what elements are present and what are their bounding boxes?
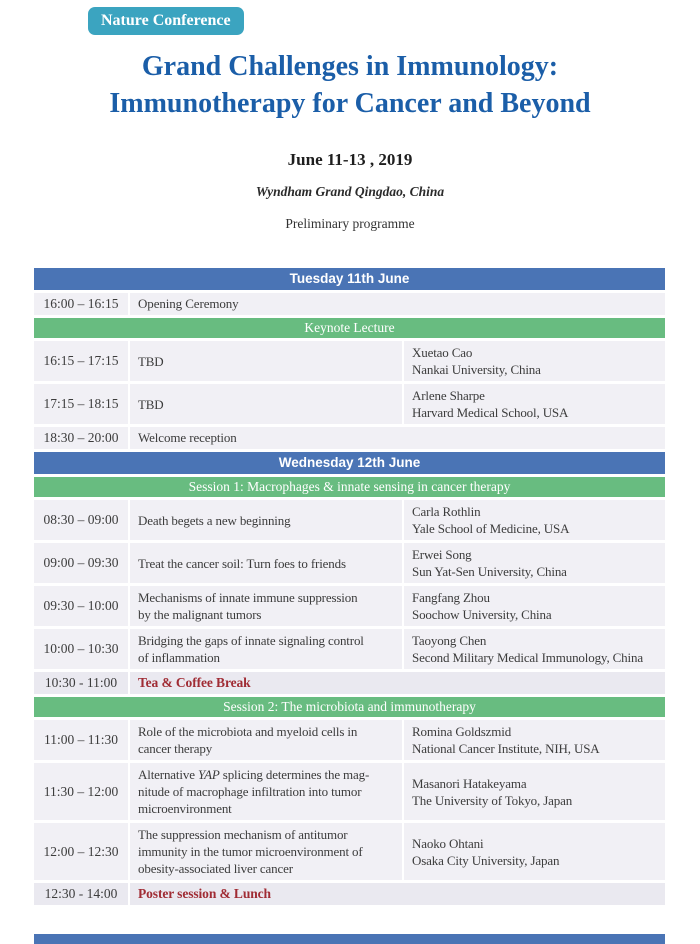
schedule-row-tea-break [34,672,665,694]
schedule-row-keynote-1 [34,341,665,381]
conference-venue: Wyndham Grand Qingdao, China [255,184,445,199]
schedule-row-keynote-2 [34,384,665,424]
speaker-cell [404,720,665,760]
time-cell: 12:00 – 12:30 [34,823,128,880]
speaker-name: Xuetao Cao [412,345,473,360]
schedule-row-rothlin [34,500,665,540]
speaker-cell [404,629,665,669]
day-header-tuesday: Tuesday 11th June [34,268,665,290]
talk-title [130,823,402,880]
speaker-cell [404,384,665,424]
talk-title-line: TBD [138,396,164,412]
talk-title [130,543,402,583]
time-cell: 12:30 - 14:00 [34,883,128,905]
event-title: Welcome reception [130,427,665,449]
time-cell: 11:00 – 11:30 [34,720,128,760]
schedule-row-opening-ceremony [34,293,665,315]
gene-name-italic: YAP [197,767,220,782]
schedule-table [34,268,665,908]
talk-title-line: TBD [138,353,164,369]
talk-title-line: by the malignant tumors [138,607,262,622]
time-cell: 10:30 - 11:00 [34,672,128,694]
conference-title-line1: Grand Challenges in Immunology: [141,51,559,82]
section-header-keynote: Keynote Lecture [34,318,665,338]
time-cell: 17:15 – 18:15 [34,384,128,424]
talk-title-line: Treat the cancer soil: Turn foes to friends [138,555,346,571]
talk-title-line: Bridging the gaps of innate signaling control [138,633,364,648]
talk-title-line: of inflammation [138,650,220,665]
time-cell: 09:00 – 09:30 [34,543,128,583]
talk-title [130,763,402,820]
schedule-row-poster-lunch [34,883,665,905]
time-cell: 16:00 – 16:15 [34,293,128,315]
nature-conference-badge: Nature Conference [88,7,244,35]
talk-title-line: Role of the microbiota and myeloid cells in [138,724,358,739]
schedule-row-welcome-reception [34,427,665,449]
truncated-next-day-header-bar [34,934,665,944]
speaker-affiliation: Harvard Medical School, USA [412,405,569,420]
time-cell: 11:30 – 12:00 [34,763,128,820]
talk-title [130,586,402,626]
speaker-affiliation: Second Military Medical Immunology, China [412,650,643,665]
talk-title-line: nitude of macrophage infiltration into tumor [138,784,362,799]
talk-title-line: microenvironment [138,801,232,816]
conference-dates: June 11-13 , 2019 [287,150,413,169]
speaker-affiliation: Soochow University, China [412,607,552,622]
time-cell: 18:30 – 20:00 [34,427,128,449]
talk-title-line: Death begets a new beginning [138,512,291,528]
talk-title-text: Alternative [138,767,198,782]
speaker-name: Arlene Sharpe [412,388,485,403]
event-title: Opening Ceremony [130,293,665,315]
speaker-name: Taoyong Chen [412,633,487,648]
speaker-affiliation: Nankai University, China [412,362,541,377]
speaker-cell [404,763,665,820]
speaker-affiliation: Sun Yat-Sen University, China [412,564,567,579]
section-header-session-2: Session 2: The microbiota and immunotherapy [34,697,665,717]
speaker-name: Naoko Ohtani [412,835,484,851]
speaker-cell [404,586,665,626]
speaker-name: Fangfang Zhou [412,590,490,605]
time-cell: 08:30 – 09:00 [34,500,128,540]
speaker-affiliation: Osaka City University, Japan [412,852,560,868]
speaker-cell [404,543,665,583]
speaker-affiliation: Yale School of Medicine, USA [412,521,570,536]
speaker-name: Erwei Song [412,547,472,562]
schedule-row-song [34,543,665,583]
talk-title-line [138,766,402,783]
programme-label: Preliminary programme [285,216,415,231]
talk-title [130,500,402,540]
speaker-cell [404,500,665,540]
schedule-row-goldszmid [34,720,665,760]
time-cell: 16:15 – 17:15 [34,341,128,381]
talk-title-line: Mechanisms of innate immune suppression [138,590,358,605]
schedule-row-ohtani [34,823,665,880]
schedule-row-zhou [34,586,665,626]
day-header-wednesday: Wednesday 12th June [34,452,665,474]
time-cell: 10:00 – 10:30 [34,629,128,669]
conference-title-line2: Immunotherapy for Cancer and Beyond [109,88,591,119]
speaker-cell [404,341,665,381]
time-cell: 09:30 – 10:00 [34,586,128,626]
talk-title [130,629,402,669]
speaker-affiliation: National Cancer Institute, NIH, USA [412,741,600,756]
speaker-name: Carla Rothlin [412,504,481,519]
talk-title-line: obesity-associated liver cancer [138,861,293,876]
speaker-name: Romina Goldszmid [412,724,512,739]
break-label: Tea & Coffee Break [130,672,665,694]
schedule-row-chen [34,629,665,669]
talk-title-line: immunity in the tumor microenvironment of [138,844,363,859]
speaker-name: Masanori Hatakeyama [412,775,527,791]
talk-title-line: The suppression mechanism of antitumor [138,827,348,842]
schedule-row-hatakeyama [34,763,665,820]
talk-title-text: splicing determines the mag- [219,767,370,782]
conference-title [0,48,700,122]
speaker-cell [404,823,665,880]
talk-title-line: cancer therapy [138,741,213,756]
talk-title [130,720,402,760]
break-label: Poster session & Lunch [130,883,665,905]
section-header-session-1: Session 1: Macrophages & innate sensing in cancer therapy [34,477,665,497]
talk-title [130,341,402,381]
talk-title [130,384,402,424]
speaker-affiliation: The University of Tokyo, Japan [412,792,573,808]
